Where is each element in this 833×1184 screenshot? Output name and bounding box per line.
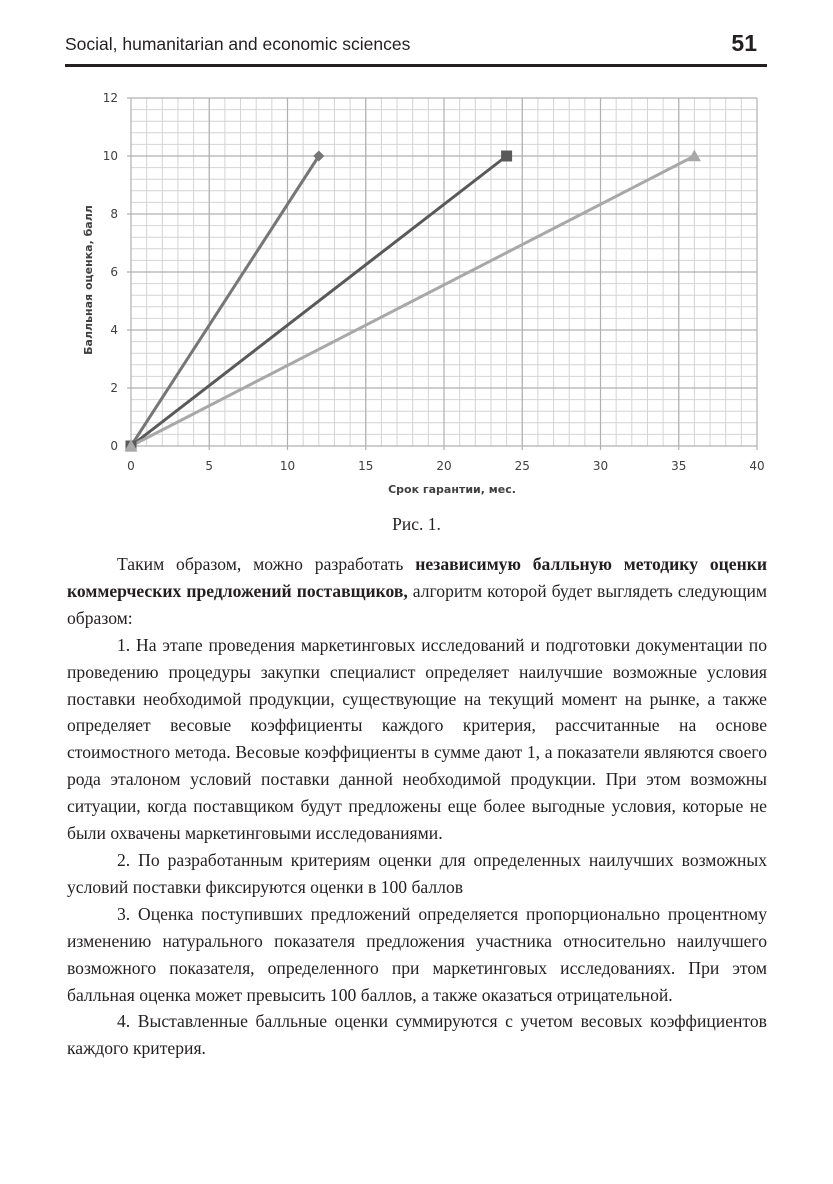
warranty-score-chart [0, 0, 833, 510]
x-tick-label: 20 [436, 459, 452, 473]
journal-title: Social, humanitarian and economic sciences [65, 34, 411, 54]
y-tick-label: 8 [110, 207, 118, 221]
series-3-triangle-marker [688, 150, 701, 162]
x-tick-label: 30 [592, 459, 609, 473]
y-tick-label: 10 [102, 149, 118, 163]
x-tick-label: 5 [205, 459, 214, 473]
intro-text-1: Таким образом, можно разработать [117, 554, 416, 574]
major-gridlines [127, 98, 757, 450]
x-tick-label: 40 [749, 459, 765, 473]
x-tick-label: 0 [127, 459, 135, 473]
x-tick-label: 15 [358, 459, 374, 473]
x-axis-label: Срок гарантии, мес. [388, 483, 516, 496]
list-item-4: 4. Выставленные балльные оценки суммируются с учетом весовых коэффициентов каждого критерия. [67, 1011, 767, 1059]
intro-emphasis: независимую балльную методику оценки коммерческих предложений поставщиков, [67, 554, 767, 601]
article-body [67, 551, 767, 1062]
y-tick-label: 0 [110, 439, 118, 453]
list-item-1: 1. На этапе проведения маркетинговых исследований и подготовки документации по проведению процедуры закупки специалист определяет наилучшие возможные условия поставки необходимой продукции, существующие на текущий момент на рынке, а также определяет весовые коэффициенты каждого критерия, рассчитанные на основе стоимостного метода. Весовые коэффициенты в сумме дают 1, а показатели являются своего рода эталоном условий поставки данной необходимой продукции. При этом возможны ситуации, когда поставщиком будут предложены еще более выгодные условия, которые не были охвачены маркетинговыми исследованиями. [67, 634, 767, 844]
x-tick-label: 10 [279, 459, 296, 473]
y-axis-label: Балльная оценка, балл [82, 205, 95, 355]
list-item-2: 2. По разработанным критериям оценки для определенных наилучших возможных условий поставки фиксируются оценки в 100 баллов [67, 849, 767, 897]
x-tick-labels [127, 459, 764, 473]
page-number: 51 [731, 30, 757, 56]
intro-text-2: алгоритм которой будет выглядеть следующим образом: [67, 580, 767, 628]
y-tick-label: 4 [110, 323, 118, 337]
series-2-square-marker [501, 151, 512, 162]
x-tick-label: 25 [514, 459, 530, 473]
figure-caption: Рис. 1. [392, 514, 441, 534]
y-tick-label: 12 [102, 91, 118, 105]
y-tick-labels [103, 91, 118, 453]
list-item-3: 3. Оценка поступивших предложений определяется пропорционально процентному изменению натурального показателя предложения участника относительно наилучшего возможного показателя, определенного при маркетинговых исследованиях. При этом балльная оценка может превысить 100 баллов, а также оказаться отрицательной. [67, 903, 767, 1005]
y-tick-label: 6 [110, 265, 118, 279]
y-tick-label: 2 [110, 381, 118, 395]
x-tick-label: 35 [671, 459, 687, 473]
intro-paragraph [67, 551, 767, 632]
